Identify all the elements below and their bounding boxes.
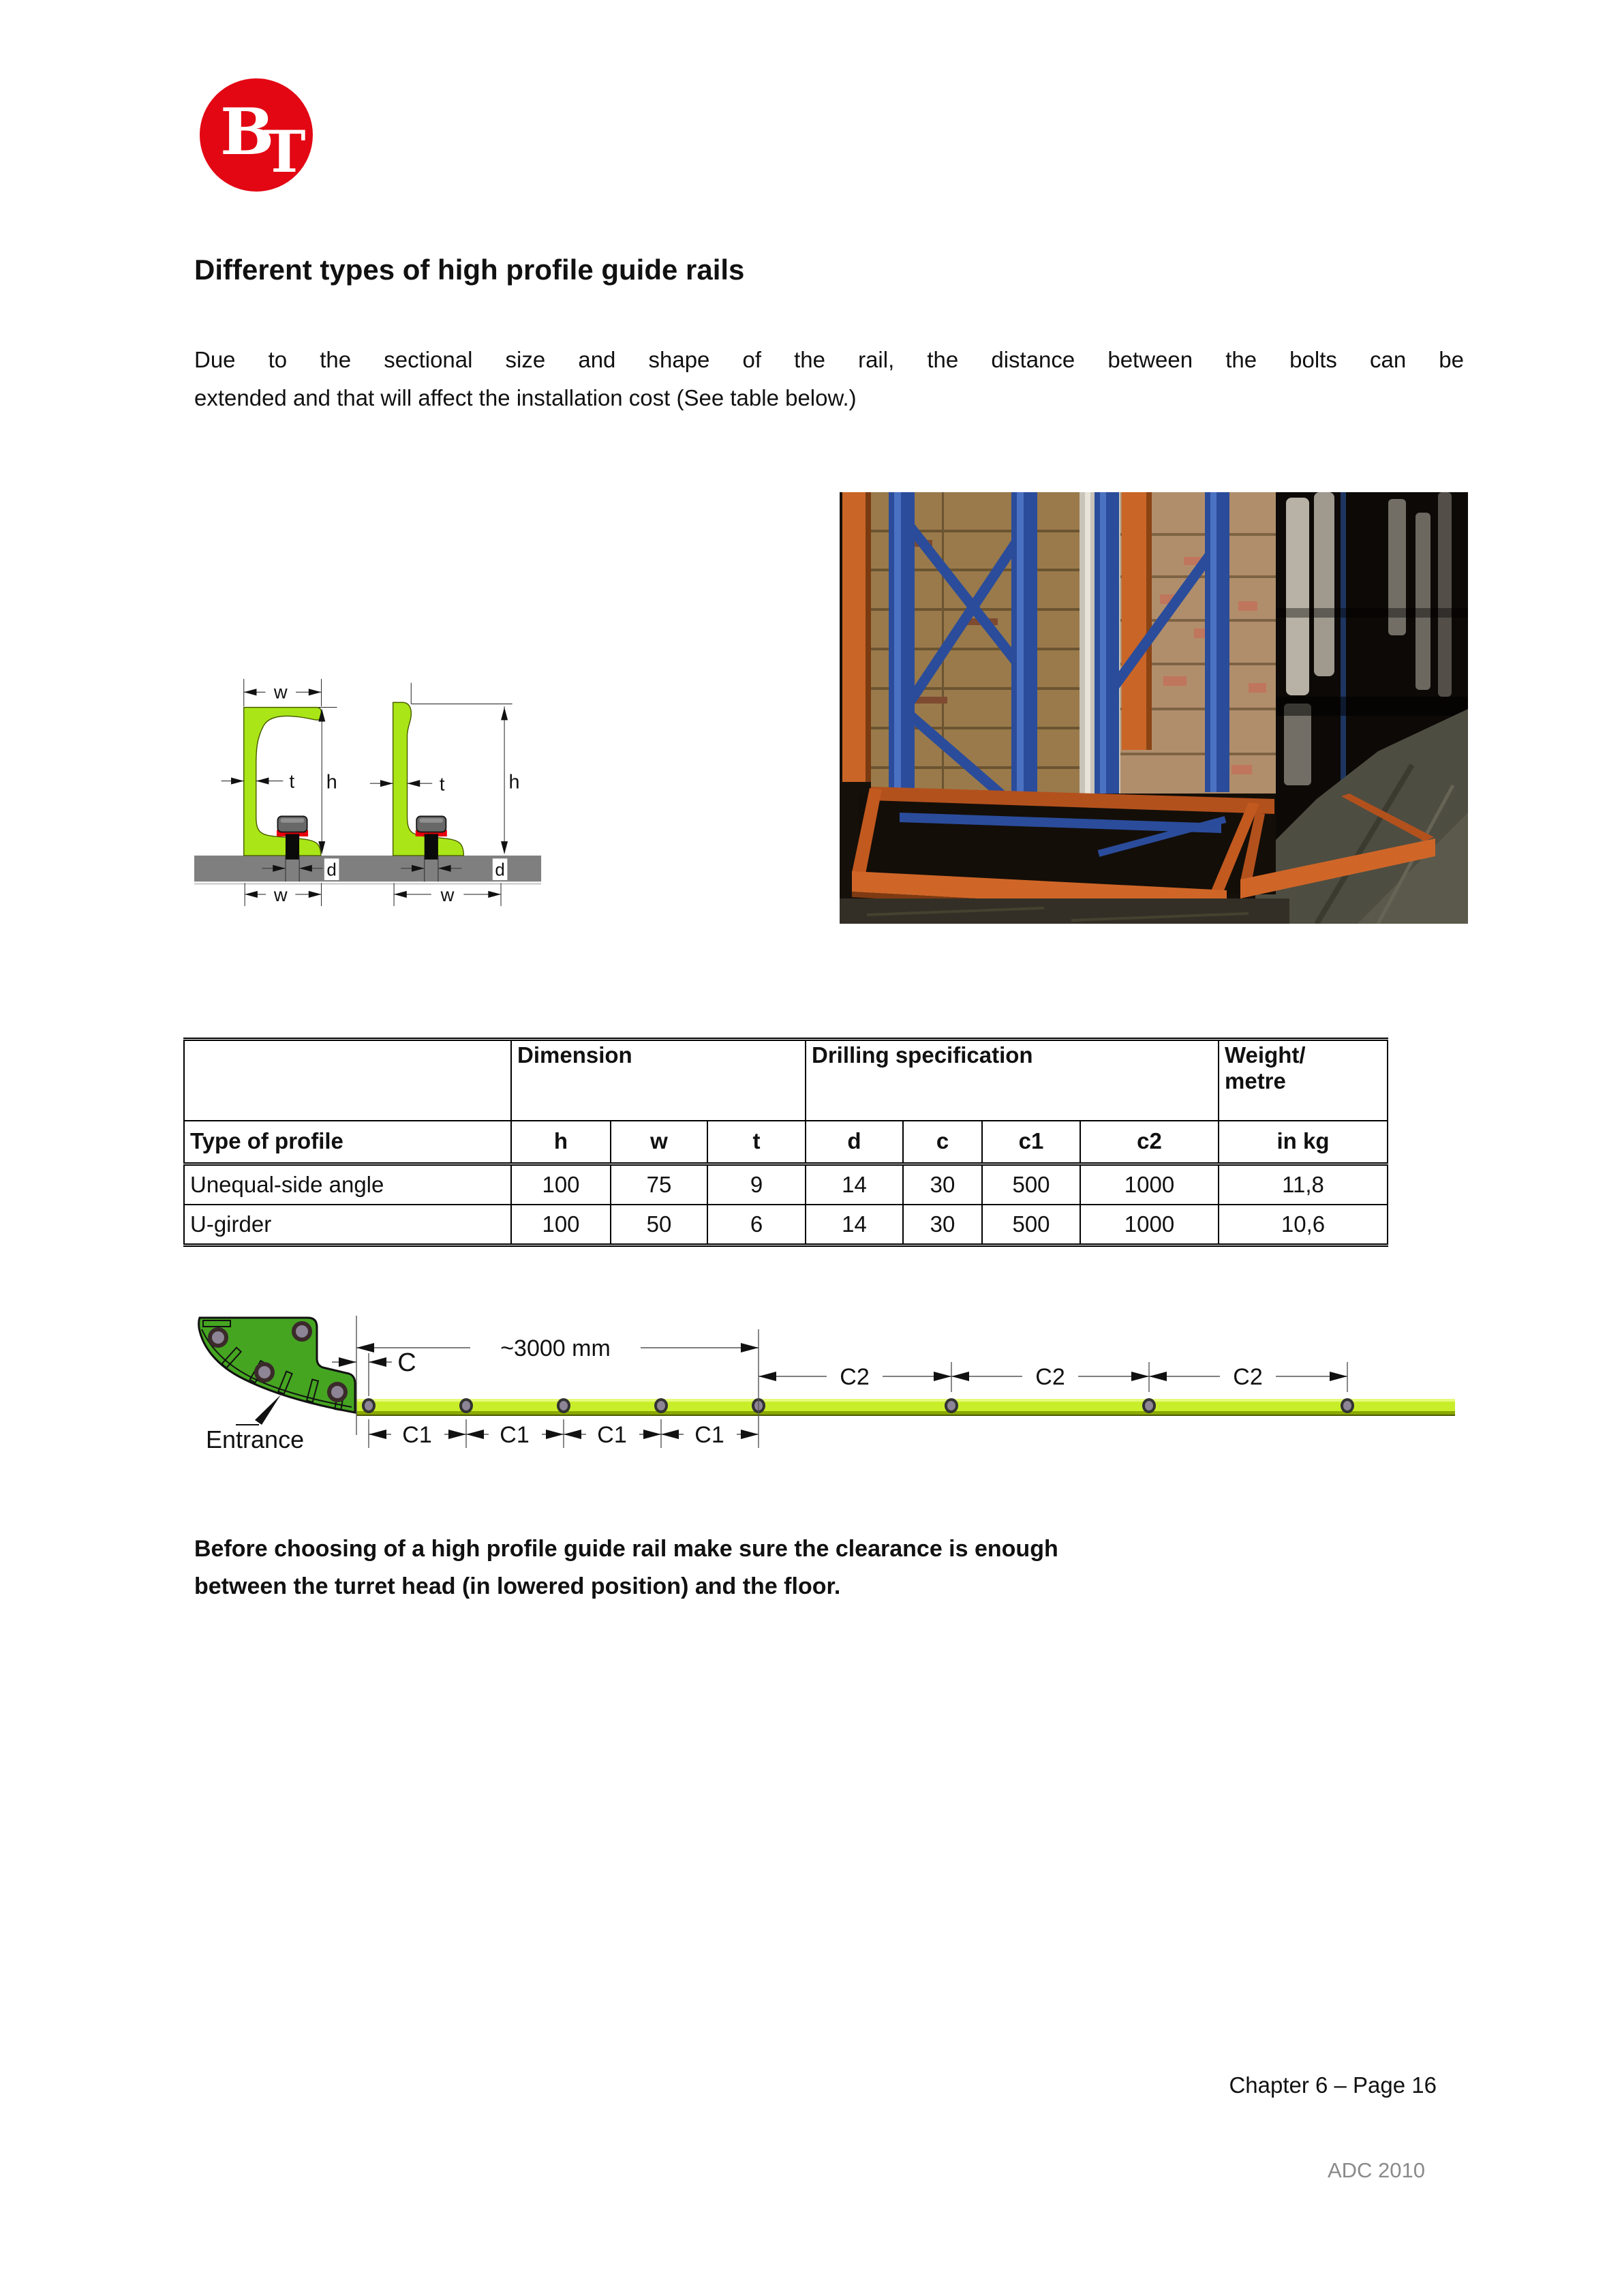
dim-label-c: C	[397, 1348, 416, 1377]
bt-logo-icon	[200, 78, 313, 192]
dim-label-3000mm: ~3000 mm	[500, 1335, 611, 1361]
dim-label-c2-3: C2	[1233, 1364, 1263, 1390]
col-header-t: t	[707, 1121, 806, 1164]
dim-label-w-bottom-left: w	[273, 884, 288, 905]
dim-label-w-top-left: w	[273, 681, 288, 703]
dim-label-t-right: t	[439, 773, 445, 795]
footer-doc-code: ADC 2010	[1327, 2158, 1425, 2182]
dim-label-t-left: t	[289, 770, 295, 792]
group-header-dimension: Dimension	[511, 1040, 806, 1121]
col-header-w: w	[611, 1121, 707, 1164]
group-header-drilling: Drilling specification	[806, 1040, 1219, 1121]
intro-line-2: extended and that will affect the installation cost (See table below.)	[194, 385, 857, 410]
dim-label-h-left: h	[326, 771, 337, 794]
photo-left-upright	[842, 492, 871, 782]
clearance-note	[194, 1530, 1469, 1605]
dim-label-c1-1: C1	[402, 1422, 432, 1448]
dim-label-c2-1: C2	[840, 1364, 870, 1390]
profile-diagram	[191, 627, 682, 954]
table-row-unequal-side-angle: Unequal-side angle 100 75 9 14 30 500 1000 11,8	[184, 1164, 1388, 1205]
warehouse-photo	[840, 492, 1468, 924]
col-header-type: Type of profile	[184, 1121, 511, 1164]
col-header-c: c	[903, 1121, 982, 1164]
rail-dimension-arrowheads	[339, 1343, 1347, 1439]
intro-paragraph	[194, 341, 1464, 417]
dim-label-w-bottom-right: w	[440, 884, 455, 905]
note-line-1: Before choosing of a high profile guide rail make sure the clearance is enough	[194, 1536, 1058, 1562]
table-corner-cell	[184, 1040, 511, 1121]
page-title: Different types of high profile guide rails	[194, 254, 745, 286]
rail-entrance-diagram	[191, 1295, 1458, 1472]
footer-chapter-page: Chapter 6 – Page 16	[1229, 2072, 1437, 2098]
col-header-d: d	[806, 1121, 903, 1164]
dim-label-c2-2: C2	[1035, 1364, 1065, 1390]
entrance-leader	[236, 1395, 281, 1425]
dim-label-d-left: d	[326, 860, 337, 880]
specification-table	[183, 1038, 1388, 1247]
dim-label-c1-4: C1	[694, 1422, 724, 1448]
dim-label-c1-3: C1	[597, 1422, 627, 1448]
note-line-2: between the turret head (in lowered position) and the floor.	[194, 1573, 841, 1599]
col-header-h: h	[511, 1121, 611, 1164]
col-header-inkg: in kg	[1219, 1121, 1388, 1164]
dim-label-c1-2: C1	[500, 1422, 530, 1448]
photo-front-floor	[840, 898, 1289, 924]
table-row-u-girder: U-girder 100 50 6 14 30 500 1000 10,6	[184, 1205, 1388, 1245]
col-header-c1: c1	[982, 1121, 1080, 1164]
group-header-weight: Weight/ metre	[1219, 1040, 1388, 1121]
col-header-c2: c2	[1080, 1121, 1219, 1164]
entrance-label: Entrance	[206, 1425, 305, 1453]
dim-label-d-right: d	[495, 860, 505, 880]
floor-bar	[194, 856, 541, 884]
logo-letter-t: T	[263, 118, 306, 185]
logo-letter-b: B	[220, 95, 275, 170]
dim-label-h-right: h	[508, 771, 520, 794]
entrance-piece	[199, 1318, 355, 1413]
guide-rail-strip	[356, 1399, 1455, 1416]
intro-line-1: Due to the sectional size and shape of the rail, the distance between the bolts can be	[194, 347, 1464, 372]
